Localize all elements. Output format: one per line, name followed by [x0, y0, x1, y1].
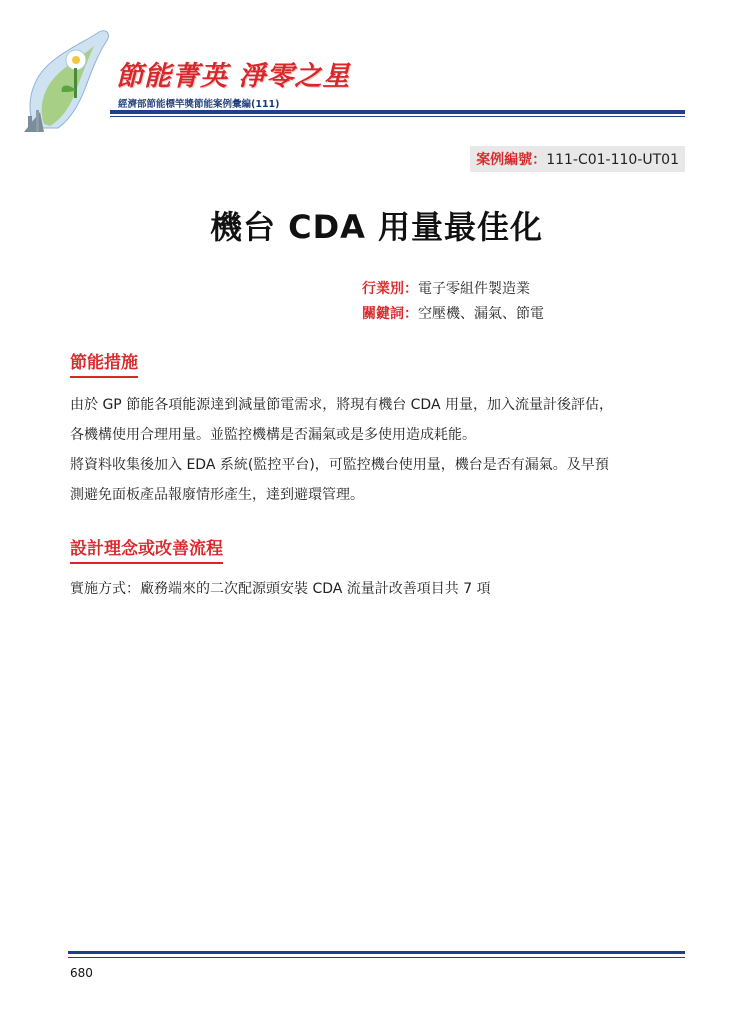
industry-line: [362, 278, 530, 298]
keywords-label: 關鍵詞：: [362, 306, 418, 322]
footer-divider-thin: [68, 957, 685, 958]
footer-divider: [68, 951, 685, 954]
industry-label: 行業別：: [362, 281, 418, 297]
section-body-energy-measures: [70, 390, 690, 510]
industry-value: 電子零組件製造業: [418, 281, 530, 297]
page-number: 680: [70, 966, 93, 980]
case-number-label: 案例編號：: [476, 152, 547, 168]
header-divider: [110, 110, 685, 114]
case-number-badge: [470, 146, 685, 172]
keywords-value: 空壓機、漏氣、節電: [418, 306, 544, 322]
paragraph-line: 將資料收集後加入 EDA 系統(監控平台)，可監控機台使用量，機台是否有漏氣。及早預: [70, 457, 609, 473]
brand-subtitle: 經濟部節能標竿獎節能案例彙編(111): [118, 99, 280, 110]
brand-title: 節能菁英 淨零之星: [116, 61, 351, 92]
paragraph-line: 由於 GP 節能各項能源達到減量節電需求，將現有機台 CDA 用量，加入流量計後評估，: [70, 397, 613, 413]
section-heading-design-process: 設計理念或改善流程: [70, 534, 223, 564]
paragraph-line: 實施方式：廠務端來的二次配源頭安裝 CDA 流量計改善項目共 7 項: [70, 581, 491, 597]
section-body-design-process: [70, 574, 690, 604]
header-divider-thin: [110, 116, 685, 117]
paragraph-line: 各機構使用合理用量。並監控機構是否漏氣或是多使用造成耗能。: [70, 427, 476, 443]
case-number-value: 111-C01-110-UT01: [546, 152, 679, 168]
section-heading-energy-measures: 節能措施: [70, 348, 138, 378]
paragraph-line: 測避免面板產品報廢情形產生，達到避環管理。: [70, 487, 364, 503]
keywords-line: [362, 303, 544, 323]
page-title: 機台 CDA 用量最佳化: [209, 208, 544, 246]
